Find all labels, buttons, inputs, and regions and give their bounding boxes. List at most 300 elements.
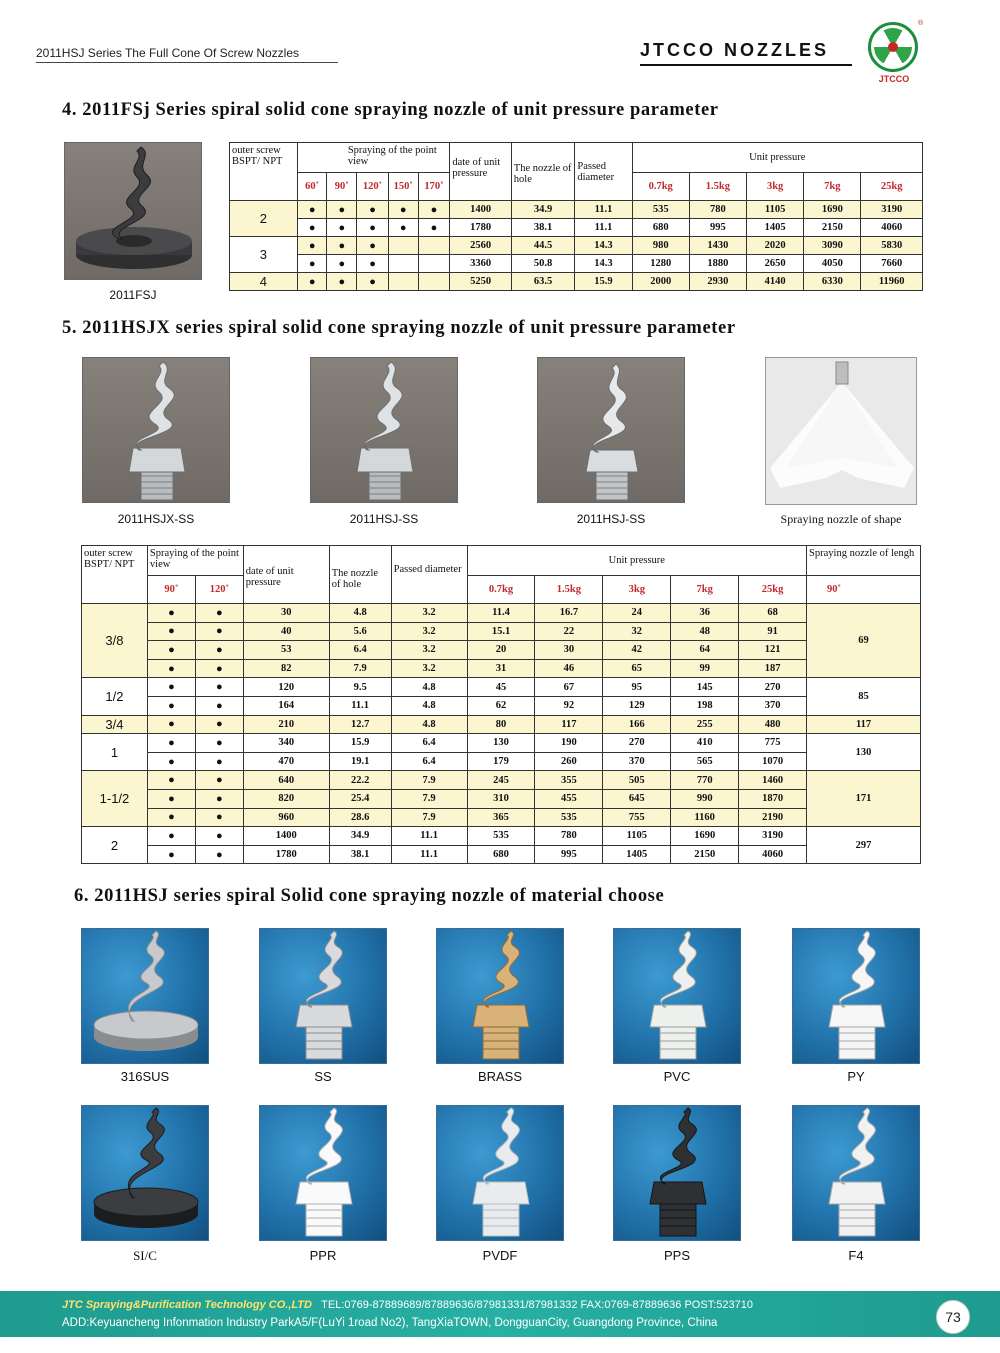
pressure-header: 7kg (804, 173, 861, 201)
value-cell: 4060 (739, 845, 807, 864)
spray-angle-mark: ● (297, 237, 327, 255)
value-cell: 355 (535, 771, 603, 790)
angle-header: 170˚ (418, 173, 450, 201)
value-cell: 5.6 (329, 622, 391, 641)
angle-header: 150˚ (388, 173, 418, 201)
spiral-nozzle-icon (614, 1106, 742, 1242)
value-cell: 535 (467, 827, 535, 846)
spray-angle-mark: ● (147, 696, 195, 715)
value-cell: 42 (603, 641, 671, 660)
col-header-diameter: Passed diameter (391, 546, 467, 604)
size-cell: 2 (82, 827, 148, 864)
spray-cone-icon (766, 358, 917, 505)
brand-rule (640, 64, 852, 66)
size-cell: 1/2 (82, 678, 148, 715)
pressure-header: 7kg (671, 576, 739, 604)
table-row (82, 604, 921, 623)
size-cell: 1-1/2 (82, 771, 148, 827)
value-cell: 3.2 (391, 604, 467, 623)
spray-angle-mark: ● (327, 219, 357, 237)
spray-angle-mark: ● (327, 255, 357, 273)
table-row (230, 255, 923, 273)
value-cell: 990 (671, 789, 739, 808)
value-cell: 3.2 (391, 641, 467, 660)
value-cell: 63.5 (511, 273, 575, 291)
value-cell: 2020 (747, 237, 804, 255)
spray-angle-mark: ● (147, 827, 195, 846)
length-angle-header: 90˚ (807, 576, 921, 604)
spray-angle-mark: ● (327, 237, 357, 255)
value-cell: 20 (467, 641, 535, 660)
value-cell: 68 (739, 604, 807, 623)
material-photo-pvdf (436, 1105, 564, 1241)
hsjx-parameter-table (81, 545, 921, 864)
nozzle-length-cell: 117 (807, 715, 921, 734)
value-cell: 28.6 (329, 808, 391, 827)
spray-angle-mark (418, 273, 450, 291)
nozzle-length-cell: 85 (807, 678, 921, 715)
spray-angle-mark: ● (195, 752, 243, 771)
value-cell: 680 (467, 845, 535, 864)
nozzle-photo-2011hsj-ss-a (310, 357, 458, 503)
pressure-header: 1.5kg (535, 576, 603, 604)
value-cell: 370 (603, 752, 671, 771)
spiral-nozzle-icon (260, 929, 388, 1065)
value-cell: 31 (467, 659, 535, 678)
value-cell: 645 (603, 789, 671, 808)
value-cell: 310 (467, 789, 535, 808)
pressure-header: 0.7kg (632, 173, 689, 201)
jtcco-logo (866, 22, 924, 86)
spray-angle-mark: ● (195, 678, 243, 697)
value-cell: 1870 (739, 789, 807, 808)
steel-spiral-nozzle-icon (311, 358, 459, 504)
value-cell: 640 (243, 771, 329, 790)
spray-angle-mark: ● (357, 219, 389, 237)
value-cell: 7.9 (391, 808, 467, 827)
value-cell: 4050 (804, 255, 861, 273)
value-cell: 92 (535, 696, 603, 715)
header-rule (36, 62, 338, 63)
spray-angle-mark: ● (195, 845, 243, 864)
value-cell: 4060 (861, 219, 923, 237)
spray-angle-mark (418, 255, 450, 273)
contact-numbers: TEL:0769-87889689/87889636/87981331/87981332 FAX:0769-87889636 POST:523710 (321, 1299, 753, 1311)
material-photo-ppr (259, 1105, 387, 1241)
value-cell: 34.9 (511, 201, 575, 219)
value-cell: 505 (603, 771, 671, 790)
value-cell: 44.5 (511, 237, 575, 255)
size-cell: 1 (82, 734, 148, 771)
value-cell: 117 (535, 715, 603, 734)
value-cell: 365 (467, 808, 535, 827)
spray-angle-mark: ● (357, 201, 389, 219)
value-cell: 40 (243, 622, 329, 641)
material-photo-pps (613, 1105, 741, 1241)
nozzle-length-cell: 171 (807, 771, 921, 827)
material-caption: 316SUS (120, 1069, 170, 1084)
material-photo-ss (259, 928, 387, 1064)
nozzle-photo-2011fsj (64, 142, 202, 280)
table-row (82, 734, 921, 753)
value-cell: 95 (603, 678, 671, 697)
spray-angle-mark: ● (195, 641, 243, 660)
value-cell: 38.1 (511, 219, 575, 237)
value-cell: 1280 (632, 255, 689, 273)
photo-caption: 2011FSJ (109, 288, 157, 302)
value-cell: 11.1 (391, 845, 467, 864)
value-cell: 179 (467, 752, 535, 771)
spiral-nozzle-icon (437, 929, 565, 1065)
value-cell: 30 (535, 641, 603, 660)
value-cell: 1400 (450, 201, 511, 219)
material-caption: F4 (848, 1248, 864, 1263)
nozzle-photo-2011hsjx-ss (82, 357, 230, 503)
material-caption: SI/C (133, 1248, 157, 1263)
value-cell: 2650 (747, 255, 804, 273)
col-header-spray-view: Spraying of the point view (297, 143, 450, 173)
spiral-nozzle-icon (82, 929, 210, 1065)
spray-angle-mark: ● (357, 255, 389, 273)
spray-angle-mark: ● (147, 789, 195, 808)
spiral-nozzle-icon (260, 1106, 388, 1242)
spray-angle-mark: ● (195, 789, 243, 808)
value-cell: 5830 (861, 237, 923, 255)
spray-angle-mark: ● (195, 808, 243, 827)
value-cell: 34.9 (329, 827, 391, 846)
value-cell: 1160 (671, 808, 739, 827)
spray-angle-mark: ● (195, 734, 243, 753)
value-cell: 62 (467, 696, 535, 715)
value-cell: 470 (243, 752, 329, 771)
value-cell: 130 (467, 734, 535, 753)
value-cell: 2560 (450, 237, 511, 255)
value-cell: 6330 (804, 273, 861, 291)
value-cell: 1105 (747, 201, 804, 219)
value-cell: 775 (739, 734, 807, 753)
spray-angle-mark: ● (195, 771, 243, 790)
value-cell: 11960 (861, 273, 923, 291)
spray-angle-mark: ● (147, 752, 195, 771)
value-cell: 38.1 (329, 845, 391, 864)
nozzle-length-cell: 297 (807, 827, 921, 864)
value-cell: 1880 (689, 255, 746, 273)
value-cell: 15.1 (467, 622, 535, 641)
value-cell: 4140 (747, 273, 804, 291)
material-caption: PY (847, 1069, 865, 1084)
value-cell: 3.2 (391, 659, 467, 678)
footer-bar (0, 1291, 1000, 1337)
value-cell: 6.4 (391, 752, 467, 771)
value-cell: 46 (535, 659, 603, 678)
spray-angle-mark: ● (357, 237, 389, 255)
spray-angle-mark: ● (195, 715, 243, 734)
value-cell: 1690 (804, 201, 861, 219)
spray-angle-mark (388, 237, 418, 255)
spray-angle-mark: ● (297, 273, 327, 291)
pressure-header: 1.5kg (689, 173, 746, 201)
value-cell: 80 (467, 715, 535, 734)
spray-angle-mark (388, 255, 418, 273)
value-cell: 980 (632, 237, 689, 255)
value-cell: 3.2 (391, 622, 467, 641)
spray-angle-mark: ● (147, 659, 195, 678)
value-cell: 270 (739, 678, 807, 697)
material-caption: PPR (309, 1248, 337, 1263)
value-cell: 145 (671, 678, 739, 697)
spray-angle-mark: ● (147, 622, 195, 641)
table-row (230, 201, 923, 219)
table-row (82, 845, 921, 864)
size-cell: 3/8 (82, 604, 148, 678)
pressure-header: 25kg (739, 576, 807, 604)
value-cell: 2190 (739, 808, 807, 827)
value-cell: 7.9 (391, 771, 467, 790)
spray-angle-mark: ● (195, 604, 243, 623)
value-cell: 7.9 (391, 789, 467, 808)
value-cell: 4.8 (391, 678, 467, 697)
pressure-header: 3kg (747, 173, 804, 201)
value-cell: 22 (535, 622, 603, 641)
table-row (82, 827, 921, 846)
spiral-nozzle-icon (793, 929, 921, 1065)
value-cell: 455 (535, 789, 603, 808)
value-cell: 45 (467, 678, 535, 697)
value-cell: 565 (671, 752, 739, 771)
spray-angle-mark: ● (147, 734, 195, 753)
value-cell: 166 (603, 715, 671, 734)
value-cell: 4.8 (329, 604, 391, 623)
table-row (82, 752, 921, 771)
value-cell: 755 (603, 808, 671, 827)
angle-header: 60˚ (297, 173, 327, 201)
section-4-title: 4. 2011FSj Series spiral solid cone spraying nozzle of unit pressure parameter (62, 100, 719, 120)
value-cell: 7.9 (329, 659, 391, 678)
footer-address: ADD:Keyuancheng Infonmation Industry ParkA5/F(LuYi 1road No2), TangXiaTOWN, DongguanCity, Guangdong Province, China (62, 1317, 718, 1329)
size-cell: 3/4 (82, 715, 148, 734)
material-caption: SS (314, 1069, 332, 1084)
spray-angle-mark: ● (327, 201, 357, 219)
brand-name: JTCCO NOZZLES (640, 40, 830, 60)
value-cell: 4.8 (391, 715, 467, 734)
value-cell: 260 (535, 752, 603, 771)
value-cell: 12.7 (329, 715, 391, 734)
value-cell: 120 (243, 678, 329, 697)
value-cell: 1405 (603, 845, 671, 864)
steel-spiral-nozzle-icon (83, 358, 231, 504)
col-header-outer-screw: outer screw BSPT/ NPT (82, 546, 148, 604)
value-cell: 1690 (671, 827, 739, 846)
spray-angle-mark: ● (388, 201, 418, 219)
value-cell: 480 (739, 715, 807, 734)
fsj-parameter-table (229, 142, 923, 291)
value-cell: 1780 (243, 845, 329, 864)
value-cell: 210 (243, 715, 329, 734)
value-cell: 3190 (861, 201, 923, 219)
value-cell: 50.8 (511, 255, 575, 273)
value-cell: 187 (739, 659, 807, 678)
value-cell: 16.7 (535, 604, 603, 623)
value-cell: 32 (603, 622, 671, 641)
spray-angle-mark: ● (195, 696, 243, 715)
spray-angle-mark: ● (147, 845, 195, 864)
spray-angle-mark: ● (147, 715, 195, 734)
value-cell: 2150 (804, 219, 861, 237)
material-photo-py (792, 928, 920, 1064)
size-cell: 2 (230, 201, 298, 237)
value-cell: 3190 (739, 827, 807, 846)
table-row (82, 622, 921, 641)
spray-angle-mark: ● (418, 219, 450, 237)
angle-header: 120˚ (357, 173, 389, 201)
angle-header: 90˚ (147, 576, 195, 604)
material-caption: PVDF (482, 1248, 518, 1263)
table-row (82, 696, 921, 715)
pressure-header: 0.7kg (467, 576, 535, 604)
material-photo-f4 (792, 1105, 920, 1241)
value-cell: 11.1 (391, 827, 467, 846)
value-cell: 91 (739, 622, 807, 641)
spray-shape-photo (765, 357, 917, 505)
value-cell: 1430 (689, 237, 746, 255)
logo-center-icon (888, 42, 898, 52)
photo-caption: 2011HSJ-SS (349, 512, 419, 526)
table-row (82, 641, 921, 660)
value-cell: 820 (243, 789, 329, 808)
value-cell: 6.4 (329, 641, 391, 660)
value-cell: 198 (671, 696, 739, 715)
spray-angle-mark: ● (147, 678, 195, 697)
value-cell: 65 (603, 659, 671, 678)
value-cell: 340 (243, 734, 329, 753)
value-cell: 1780 (450, 219, 511, 237)
value-cell: 4.8 (391, 696, 467, 715)
spray-angle-mark: ● (418, 201, 450, 219)
pressure-header: 3kg (603, 576, 671, 604)
material-photo-sic (81, 1105, 209, 1241)
footer-company-line (62, 1299, 753, 1311)
spray-angle-mark (388, 273, 418, 291)
table-row (82, 808, 921, 827)
spiral-nozzle-icon (614, 929, 742, 1065)
value-cell: 25.4 (329, 789, 391, 808)
value-cell: 36 (671, 604, 739, 623)
col-header-diameter: Passed diameter (575, 143, 632, 201)
spray-angle-mark: ● (195, 827, 243, 846)
col-header-hole: The nozzle of hole (329, 546, 391, 604)
nozzle-length-cell: 69 (807, 604, 921, 678)
spray-angle-mark: ● (297, 255, 327, 273)
value-cell: 30 (243, 604, 329, 623)
value-cell: 24 (603, 604, 671, 623)
material-photo-pvc (613, 928, 741, 1064)
table-row (82, 715, 921, 734)
table-row (230, 273, 923, 291)
col-header-spray-view: Spraying of the point view (147, 546, 243, 576)
value-cell: 129 (603, 696, 671, 715)
col-header-hole: The nozzle of hole (511, 143, 575, 201)
material-caption: BRASS (477, 1069, 523, 1084)
nozzle-length-cell: 130 (807, 734, 921, 771)
spiral-nozzle-icon (437, 1106, 565, 1242)
material-photo-brass (436, 928, 564, 1064)
spray-angle-mark: ● (147, 604, 195, 623)
col-header-length: Spraying nozzle of lengh (807, 546, 921, 576)
spray-angle-mark: ● (357, 273, 389, 291)
value-cell: 780 (689, 201, 746, 219)
value-cell: 15.9 (329, 734, 391, 753)
value-cell: 6.4 (391, 734, 467, 753)
table-row (82, 789, 921, 808)
material-caption: PVC (663, 1069, 691, 1084)
spray-angle-mark: ● (297, 201, 327, 219)
table-row (230, 237, 923, 255)
value-cell: 190 (535, 734, 603, 753)
value-cell: 99 (671, 659, 739, 678)
size-cell: 3 (230, 237, 298, 273)
value-cell: 11.1 (575, 219, 632, 237)
col-header-flow: date of unit pressure (450, 143, 511, 201)
value-cell: 780 (535, 827, 603, 846)
col-header-outer-screw: outer screw BSPT/ NPT (230, 143, 298, 201)
value-cell: 1070 (739, 752, 807, 771)
spray-angle-mark: ● (388, 219, 418, 237)
col-header-unit-pressure: Unit pressure (632, 143, 922, 173)
value-cell: 82 (243, 659, 329, 678)
value-cell: 15.9 (575, 273, 632, 291)
value-cell: 410 (671, 734, 739, 753)
value-cell: 121 (739, 641, 807, 660)
material-caption: PPS (663, 1248, 690, 1263)
value-cell: 1105 (603, 827, 671, 846)
value-cell: 1400 (243, 827, 329, 846)
value-cell: 960 (243, 808, 329, 827)
page-number: 73 (936, 1300, 970, 1334)
value-cell: 995 (535, 845, 603, 864)
value-cell: 535 (535, 808, 603, 827)
value-cell: 680 (632, 219, 689, 237)
value-cell: 11.1 (329, 696, 391, 715)
value-cell: 14.3 (575, 237, 632, 255)
col-header-unit-pressure: Unit pressure (467, 546, 807, 576)
value-cell: 14.3 (575, 255, 632, 273)
value-cell: 245 (467, 771, 535, 790)
value-cell: 67 (535, 678, 603, 697)
value-cell: 11.4 (467, 604, 535, 623)
section-5-title: 5. 2011HSJX series spiral solid cone spraying nozzle of unit pressure parameter (62, 318, 736, 338)
spray-angle-mark: ● (297, 219, 327, 237)
document-series-title: 2011HSJ Series The Full Cone Of Screw Nozzles (36, 46, 299, 60)
value-cell: 11.1 (575, 201, 632, 219)
col-header-flow: date of unit pressure (243, 546, 329, 604)
value-cell: 3090 (804, 237, 861, 255)
value-cell: 2150 (671, 845, 739, 864)
size-cell: 4 (230, 273, 298, 291)
value-cell: 2000 (632, 273, 689, 291)
spray-angle-mark: ● (147, 641, 195, 660)
value-cell: 48 (671, 622, 739, 641)
spray-angle-mark (418, 237, 450, 255)
angle-header: 90˚ (327, 173, 357, 201)
table-row (230, 219, 923, 237)
value-cell: 19.1 (329, 752, 391, 771)
value-cell: 535 (632, 201, 689, 219)
photo-caption: 2011HSJ-SS (576, 512, 646, 526)
value-cell: 3360 (450, 255, 511, 273)
value-cell: 5250 (450, 273, 511, 291)
company-name: JTC Spraying&Purification Technology CO.,LTD (62, 1299, 312, 1311)
value-cell: 1405 (747, 219, 804, 237)
